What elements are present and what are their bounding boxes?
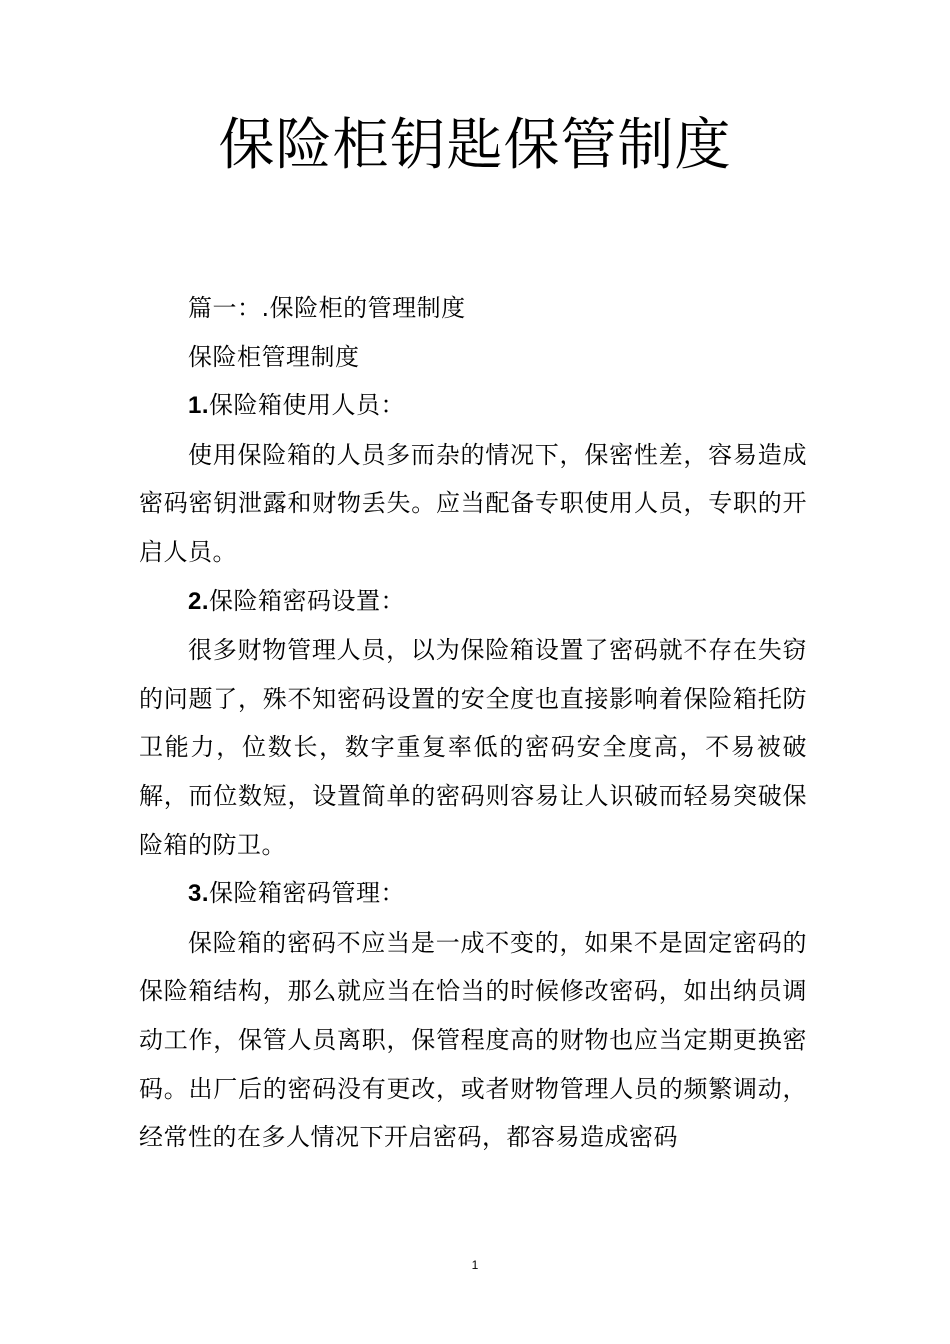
numbered-heading-3 [139,869,807,919]
subheading-text: 保险柜管理制度 [188,342,360,371]
numbered-heading-2 [139,577,807,627]
paragraph-2: 很多财物管理人员，以为保险箱设置了密码就不存在失窃的问题了，殊不知密码设置的安全度也直接影响着保险箱托防卫能力，位数长，数字重复率低的密码安全度高，不易被破解，而位数短，设置简单的密码则容易让人识破而轻易突破保险箱的防卫。 [139,636,807,859]
page-number: 1 [471,1258,479,1272]
document-title: 保险柜钥匙保管制度 [218,113,732,178]
heading-number: 2. [188,587,210,615]
numbered-heading-1 [139,381,807,431]
heading-number: 1. [188,392,210,420]
heading-text: 保险箱使用人员： [209,391,406,420]
subheading [139,333,807,382]
paragraph-3: 保险箱的密码不应当是一成不变的，如果不是固定密码的保险箱结构，那么就应当在恰当的时候修改密码，如出纳员调动工作，保管人员离职，保管程度高的财物也应当定期更换密码。出厂后的密码没有更改，或者财物管理人员的频繁调动，经常性的在多人情况下开启密码，都容易造成密码 [139,928,807,1152]
paragraph-1: 使用保险箱的人员多而杂的情况下，保密性差，容易造成密码密钥泄露和财物丢失。应当配备专职使用人员，专职的开启人员。 [139,440,807,566]
document-body [139,284,807,1162]
heading-text: 保险箱密码管理： [209,879,406,908]
section-heading-text: 篇一：.保险柜的管理制度 [188,294,466,322]
section-heading [139,284,807,333]
heading-number: 3. [188,880,210,908]
heading-text: 保险箱密码设置： [209,586,406,615]
